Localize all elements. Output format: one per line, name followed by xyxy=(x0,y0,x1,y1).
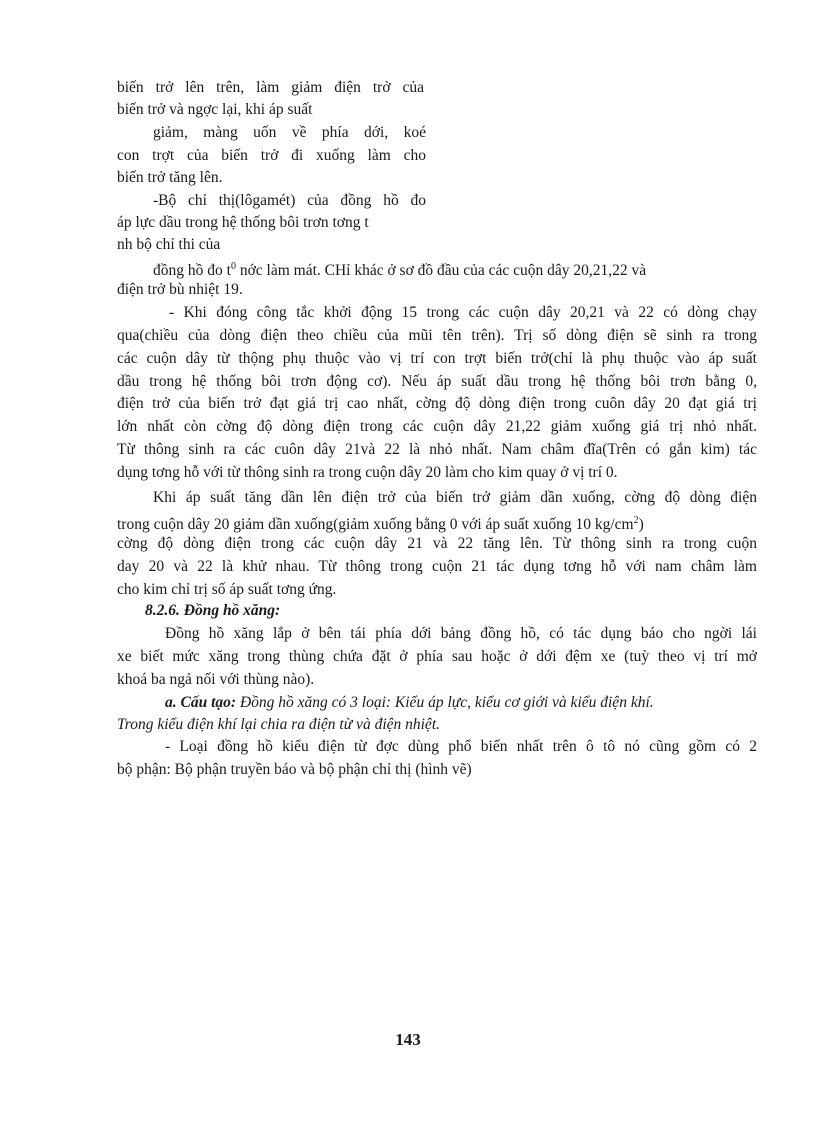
text-line: biến trở lên trên, làm giảm điện trở của xyxy=(117,79,424,96)
text-line: điện trở của biến trở đạt giá trị cao nhất, cờng độ dòng điện trong cuôn dây 20 đạt giá trị xyxy=(117,395,757,412)
text-line: a. Cấu tạo: Đồng hồ xăng có 3 loại: Kiểu áp lực, kiểu cơ giới và kiểu điện khí. xyxy=(165,694,654,711)
text-line: nh bộ chỉ thi của xyxy=(117,236,221,253)
text-line: giảm, màng uốn về phía dới, koé xyxy=(153,124,426,141)
text-line: dụng tơng hỗ với từ thông sinh ra trong cuộn dây 20 làm cho kim quay ở vị trí 0. xyxy=(117,464,618,481)
text-line: Từ thông sinh ra các cuôn dây 21và 22 là nhỏ nhất. Nam châm đĩa(Trên có gắn kim) tác xyxy=(117,441,757,458)
text-line: lớn nhất còn cờng độ dòng điện trong các cuộn dây 21,22 giảm xuống giá trị nhỏ nhất. xyxy=(117,418,757,435)
text-line: biến trở và ngợc lại, khi áp suất xyxy=(117,101,313,118)
text-line: dầu trong hệ thống bôi trơn động cơ). Nếu áp suất dầu trong hệ thống bôi trơn bằng 0, xyxy=(117,373,757,390)
text-line: áp lực dầu trong hệ thống bôi trơn tơng t xyxy=(117,214,369,231)
section-heading: 8.2.6. Đồng hồ xăng: xyxy=(145,602,281,619)
text-line: bộ phận: Bộ phận truyền báo và bộ phận chỉ thị (hình vẽ) xyxy=(117,761,472,778)
text-line: con trợt của biến trở đi xuống làm cho xyxy=(117,147,426,164)
text-line: xe biết mức xăng trong thùng chứa đặt ở phía sau hoặc ở dới đệm xe (tuỳ theo vị trí mở xyxy=(117,648,757,665)
text-line: trong cuộn dây 20 giảm dần xuống(giảm xuống bằng 0 với áp suất xuống 10 $kg/cm^2$) xyxy=(117,515,644,534)
text-line: đồng hồ đo $t^0$ nớc làm mát. CHỉ khác ở sơ đồ đầu của các cuộn dây 20,21,22 và xyxy=(153,261,647,280)
text-line: -Bộ chỉ thị(lôgamét) của đồng hồ đo xyxy=(153,192,426,209)
text-line: qua(chiều của dòng điện theo chiều của mũi tên trên). Trị số dòng điện sẽ sinh ra trong xyxy=(117,327,757,344)
text-line: cho kim chỉ trị số áp suất tơng ứng. xyxy=(117,581,337,598)
text-line: - Khi đóng công tắc khởi động 15 trong các cuộn dây 20,21 và 22 có dòng chạy xyxy=(169,304,757,321)
text-line: khoá ba ngả nối với thùng nào). xyxy=(117,671,315,688)
text-line: day 20 và 22 là khử nhau. Từ thông trong cuộn 21 tác dụng tơng hỗ với nam châm làm xyxy=(117,558,757,575)
text-line: cờng độ dòng điện trong các cuộn dây 21 và 22 tăng lên. Từ thông sinh ra trong cuộn xyxy=(117,535,757,552)
text-line: các cuộn dây từ thộng phụ thuộc vào vị trí con trợt biến trở(chỉ là phụ thuộc vào áp suất xyxy=(117,350,757,367)
text-line: Trong kiểu điện khí lại chia ra điện từ và điện nhiệt. xyxy=(117,716,440,733)
text-line: biến trở tăng lên. xyxy=(117,169,223,186)
text-line: điện trở bù nhiệt 19. xyxy=(117,281,243,298)
text-line: - Loại đồng hồ kiểu điện từ đợc dùng phổ biến nhất trên ô tô nó cũng gồm có 2 xyxy=(165,738,757,755)
page-number: 143 xyxy=(395,1030,421,1049)
text-line: Khi áp suất tăng dần lên điện trở của biến trở giảm dần xuống, cờng độ dòng điện xyxy=(153,489,757,506)
text-line: Đồng hồ xăng lắp ở bên tái phía dới bảng đồng hồ, có tác dụng báo cho ngời lái xyxy=(165,625,757,642)
